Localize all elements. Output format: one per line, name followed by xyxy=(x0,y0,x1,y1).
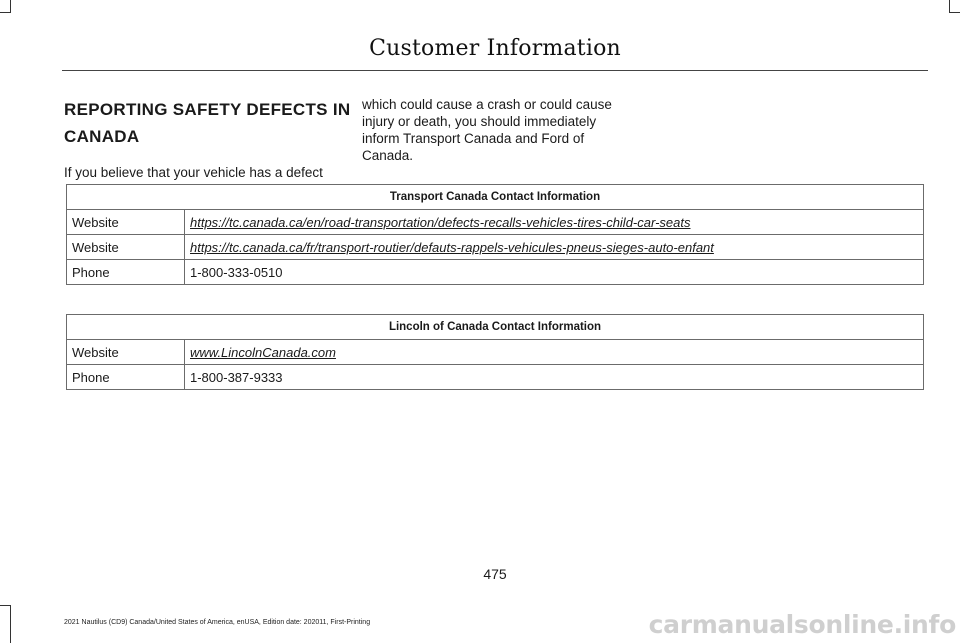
crop-mark xyxy=(0,12,11,13)
row-label: Phone xyxy=(67,365,185,390)
table-row xyxy=(67,365,924,390)
lincoln-canada-link[interactable]: www.LincolnCanada.com xyxy=(190,344,336,360)
table-row xyxy=(67,340,924,365)
crop-mark xyxy=(0,605,11,606)
row-label: Website xyxy=(67,340,185,365)
header-rule xyxy=(62,70,928,71)
row-value xyxy=(185,340,924,365)
watermark: carmanualsonline.info xyxy=(648,610,956,639)
table-row xyxy=(67,235,924,260)
table-title: Lincoln of Canada Contact Information xyxy=(67,315,924,340)
intro-paragraph-start: If you believe that your vehicle has a defect xyxy=(64,165,323,180)
row-label: Website xyxy=(67,210,185,235)
row-value: 1-800-333-0510 xyxy=(185,260,924,285)
crop-mark xyxy=(949,12,960,13)
transport-canada-en-link[interactable]: https://tc.canada.ca/en/road-transportation/defects-recalls-vehicles-tires-child-car-seats xyxy=(190,214,691,230)
table-row xyxy=(67,260,924,285)
table-header-row xyxy=(67,315,924,340)
transport-canada-fr-link[interactable]: https://tc.canada.ca/fr/transport-routier/defauts-rappels-vehicules-pneus-sieges-auto-enfant xyxy=(190,239,714,255)
crop-mark xyxy=(10,0,11,12)
row-value: 1-800-387-9333 xyxy=(185,365,924,390)
row-value xyxy=(185,210,924,235)
section-heading-line2: CANADA xyxy=(64,127,140,146)
left-column xyxy=(64,96,354,181)
row-value xyxy=(185,235,924,260)
transport-canada-table xyxy=(66,184,924,285)
row-label: Website xyxy=(67,235,185,260)
footer-edition-text: 2021 Nautilus (CD9) Canada/United States of America, enUSA, Edition date: 202011, First-Printing xyxy=(64,619,371,626)
row-label: Phone xyxy=(67,260,185,285)
intro-paragraph-continued: which could cause a crash or could cause injury or death, you should immediately inform Transport Canada and Ford of Canada. xyxy=(362,97,612,163)
section-heading xyxy=(64,96,354,150)
table-title: Transport Canada Contact Information xyxy=(67,185,924,210)
section-heading-line1: REPORTING SAFETY DEFECTS IN xyxy=(64,100,351,119)
crop-mark xyxy=(949,0,950,12)
table-row xyxy=(67,210,924,235)
table-header-row xyxy=(67,185,924,210)
crop-mark xyxy=(10,605,11,643)
page-number: 475 xyxy=(483,566,507,582)
lincoln-canada-table xyxy=(66,314,924,390)
page-header-title: Customer Information xyxy=(369,36,621,61)
